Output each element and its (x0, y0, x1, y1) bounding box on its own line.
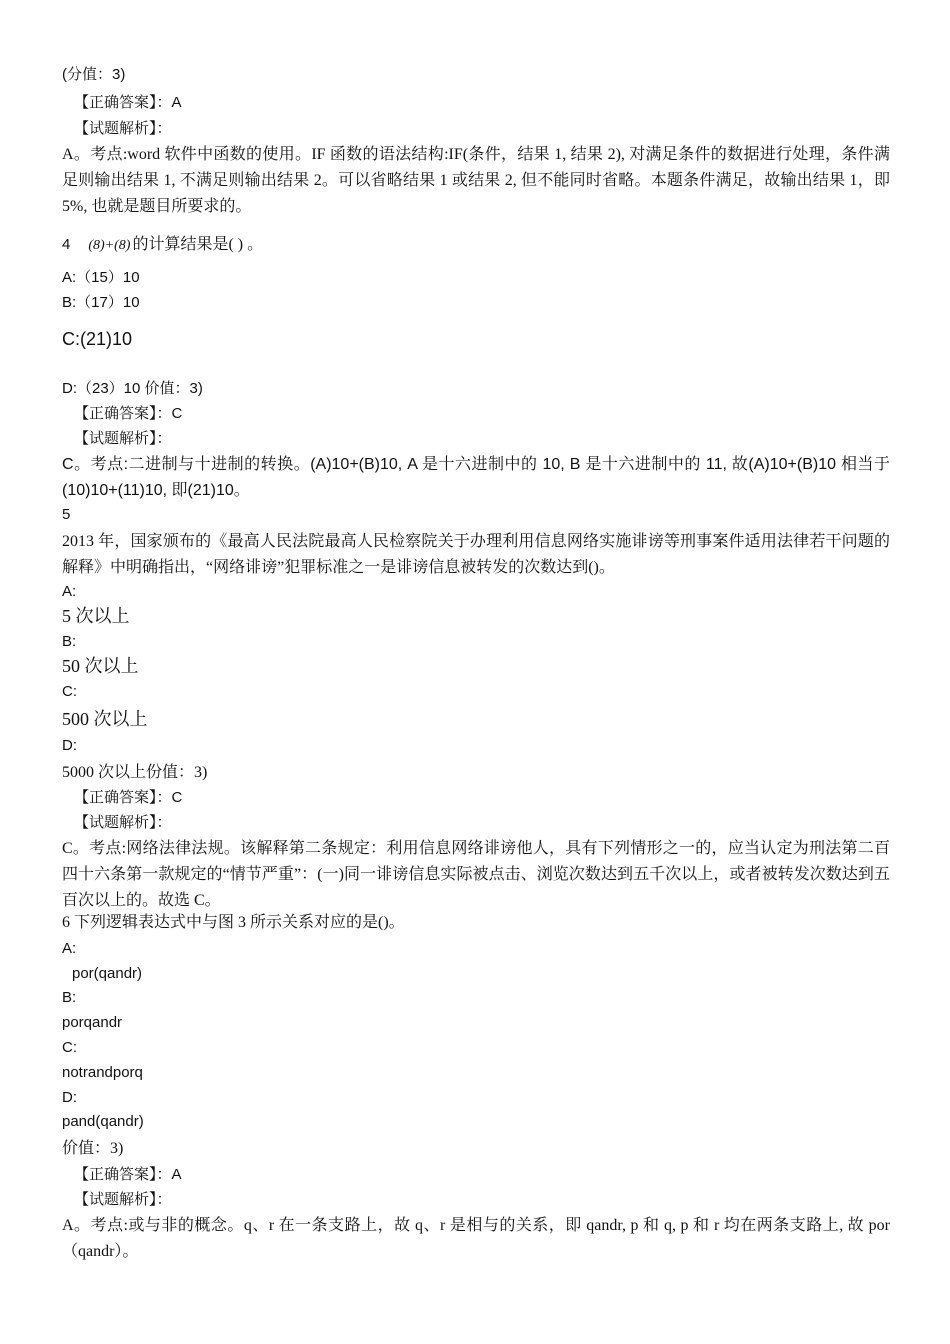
q6-stem: 6 下列逻辑表达式中与图 3 所示关系对应的是()。 (62, 914, 405, 931)
q5-option-b-label: B: (62, 633, 77, 650)
q6-option-a: por(qandr) (72, 965, 143, 982)
q5-number: 5 (62, 506, 71, 523)
q6-option-b: porqandr (62, 1014, 123, 1031)
q6-option-d: pand(qandr) (62, 1113, 144, 1130)
q3-answer: 【正确答案】：A (74, 94, 182, 111)
q4-explain: C。考点:二进制与十进制的转换。(A)10+(B)10, A 是十六进制中的 10, B 是十六进制中的 11, 故(A)10+(B)10 相当于(10)10+(11)10, 即(21)10。 (62, 456, 890, 499)
q4-number: 4 (62, 236, 71, 253)
q4-option-b: B:（17）10 (62, 294, 140, 311)
q5-option-a-label: A: (62, 583, 77, 600)
q5-explain: C。考点:网络法律法规。该解释第二条规定：利用信息网络诽谤他人，具有下列情形之一的，应当认定为刑法第二百四十六条第一款规定的“情节严重”：(一)同一诽谤信息实际被点击、浏览次数达到五千次以上，或者被转发次数达到五百次以上的。故选 C。 (62, 840, 890, 909)
q5-option-d: 5000 次以上份值：3) (62, 764, 208, 781)
q6-option-a-label: A: (62, 940, 77, 957)
q5-stem: 2013 年，国家颁布的《最高人民法院最高人民检察院关于办理利用信息网络实施诽谤等刑事案件适用法律若干问题的解释》中明确指出，“网络诽谤”犯罪标准之一是诽谤信息被转发的次数达到()。 (62, 533, 890, 576)
q4-expression: (8)+(8) (88, 238, 131, 253)
q6-option-b-label: B: (62, 989, 77, 1006)
q6-option-d-label: D: (62, 1089, 77, 1106)
q3-explain-label: 【试题解析】： (74, 120, 172, 137)
q4-option-d: D:（23）10 价值：3) (62, 380, 203, 397)
q5-option-c: 500 次以上 (62, 709, 148, 729)
q5-option-a: 5 次以上 (62, 606, 130, 626)
q6-score: 价值：3) (62, 1140, 124, 1157)
q6-option-c-label: C: (62, 1039, 77, 1056)
q3-explain: A。考点:word 软件中函数的使用。IF 函数的语法结构:IF(条件，结果 1, 结果 2), 对满足条件的数据进行处理，条件满足则输出结果 1, 不满足则输出结果 2。可以省略结果 1 或结果 2, 但不能同时省略。本题条件满足，故输出结果 1，即 5%, 也就是题目所要求的。 (62, 146, 890, 215)
q4-explain-label: 【试题解析】： (74, 430, 172, 447)
q5-option-b: 50 次以上 (62, 656, 139, 676)
q6-explain: A。考点:或与非的概念。q、r 在一条支路上，故 q、r 是相与的关系，即 qandr, p 和 q, p 和 r 均在两条支路上, 故 por（qandr）。 (62, 1217, 890, 1260)
q6-answer: 【正确答案】：A (74, 1166, 182, 1183)
q4-stem-line (62, 234, 263, 257)
q6-explain-label: 【试题解析】： (74, 1191, 172, 1208)
q4-stem: 的计算结果是( ) 。 (132, 236, 264, 253)
q4-option-c: C:(21)10 (62, 329, 133, 349)
q5-option-c-label: C: (62, 683, 77, 700)
q5-option-d-label: D: (62, 737, 77, 754)
q4-answer: 【正确答案】：C (74, 405, 183, 422)
q3-score: (分值：3) (62, 66, 126, 83)
q6-option-c: notrandporq (62, 1064, 143, 1081)
q4-option-a: A:（15）10 (62, 269, 140, 286)
q5-answer: 【正确答案】：C (74, 789, 183, 806)
q5-explain-label: 【试题解析】： (74, 814, 172, 831)
